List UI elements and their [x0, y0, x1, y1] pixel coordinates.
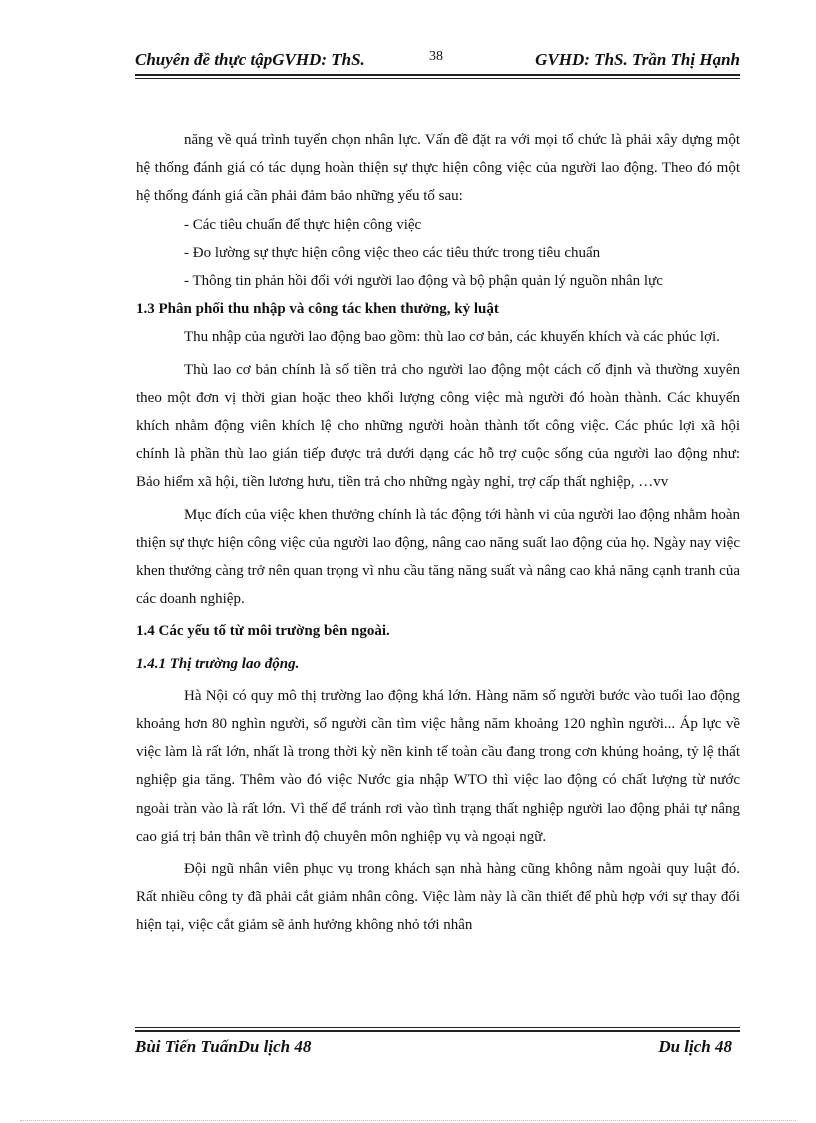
- paragraph-hotel-staff: Đội ngũ nhân viên phục vụ trong khách sạn nhà hàng cũng không nằm ngoài quy luật đó. Rất nhiều công ty đã phải cắt giảm nhân công. Việc làm này là cần thiết để phù hợp với sự thay đổi hiện tại, việc cắt giảm sẽ ảnh hưởng không nhỏ tới nhân: [136, 861, 740, 934]
- list-item: - Thông tin phản hồi đối với người lao động và bộ phận quản lý nguồn nhân lực: [184, 273, 663, 290]
- paragraph-base-pay: Thù lao cơ bản chính là số tiền trả cho người lao động một cách cố định và thường xuyên theo một đơn vị thời gian hoặc theo khối lượng công việc mà người đó hoàn thành. Các khuyến khích nhằm động viên khích lệ cho những người hoàn thành tốt công việc. Các phúc lợi xã hội chính là phần thù lao gián tiếp được trả dưới dạng các hỗ trợ cuộc sống của người lao động như: Bảo hiểm xã hội, tiền lương hưu, tiền trả cho những ngày nghỉ, trợ cấp thất nghiệp, …vv: [136, 361, 740, 491]
- page-header: [135, 50, 740, 76]
- section-heading-1-4-1: 1.4.1 Thị trường lao động.: [136, 655, 300, 672]
- section-heading-1-3: 1.3 Phân phối thu nhập và công tác khen thưởng, kỷ luật: [136, 301, 499, 318]
- page-number: 38: [429, 49, 443, 64]
- paragraph-evaluation: năng về quá trình tuyển chọn nhân lực. Vấn đề đặt ra với mọi tổ chức là phải xây dựng một hệ thống đánh giá có tác dụng hoàn thiện sự thực hiện công việc của người lao động. Theo đó một hệ thống đánh giá cần phải đảm bảo những yếu tố sau:: [136, 132, 740, 205]
- header-right-text: GVHD: ThS. Trần Thị Hạnh: [535, 50, 740, 69]
- list-item: - Đo lường sự thực hiện công việc theo các tiêu thức trong tiêu chuẩn: [184, 244, 601, 261]
- section-heading-1-4: 1.4 Các yếu tố từ môi trường bên ngoài.: [136, 623, 390, 640]
- list-item: - Các tiêu chuẩn để thực hiện công việc: [184, 216, 422, 233]
- document-body: [136, 126, 740, 940]
- footer-class: Du lịch 48: [658, 1037, 732, 1056]
- paragraph-labor-market: Hà Nội có quy mô thị trường lao động khá lớn. Hàng năm số người bước vào tuổi lao động khoảng hơn 80 nghìn người, số người cần tìm việc hằng năm khoảng 120 nghìn người... Áp lực về việc làm là rất lớn, nhất là trong thời kỳ nền kinh tế toàn cầu đang trong cơn khủng hoảng, tỷ lệ thất nghiệp gia tăng. Thêm vào đó việc Nước gia nhập WTO thì việc lao động có chất lượng từ nước ngoài tràn vào là rất lớn. Vì thế để tránh rơi vào tình trạng thất nghiệp người lao động phải tự nâng cao giá trị bản thân về trình độ chuyên môn nghiệp vụ và ngoại ngữ.: [136, 687, 740, 845]
- paragraph-reward-purpose: Mục đích của việc khen thưởng chính là tác động tới hành vi của người lao động nhằm hoàn thiện sự thực hiện công việc của người lao động, nâng cao năng suất lao động của họ. Ngày nay việc khen thưởng càng trở nên quan trọng vì nhu cầu tăng năng suất và nâng cao khả năng cạnh tranh của các doanh nghiệp.: [136, 506, 740, 608]
- header-left-text: Chuyên đề thực tậpGVHD: ThS.: [135, 50, 365, 69]
- page-footer: [135, 1027, 740, 1062]
- footer-author: Bùi Tiến TuấnDu lịch 48: [135, 1037, 312, 1056]
- paragraph-income: Thu nhập của người lao động bao gồm: thù lao cơ bản, các khuyến khích và các phúc lợi.: [184, 329, 720, 346]
- page-edge-divider: [20, 1120, 796, 1121]
